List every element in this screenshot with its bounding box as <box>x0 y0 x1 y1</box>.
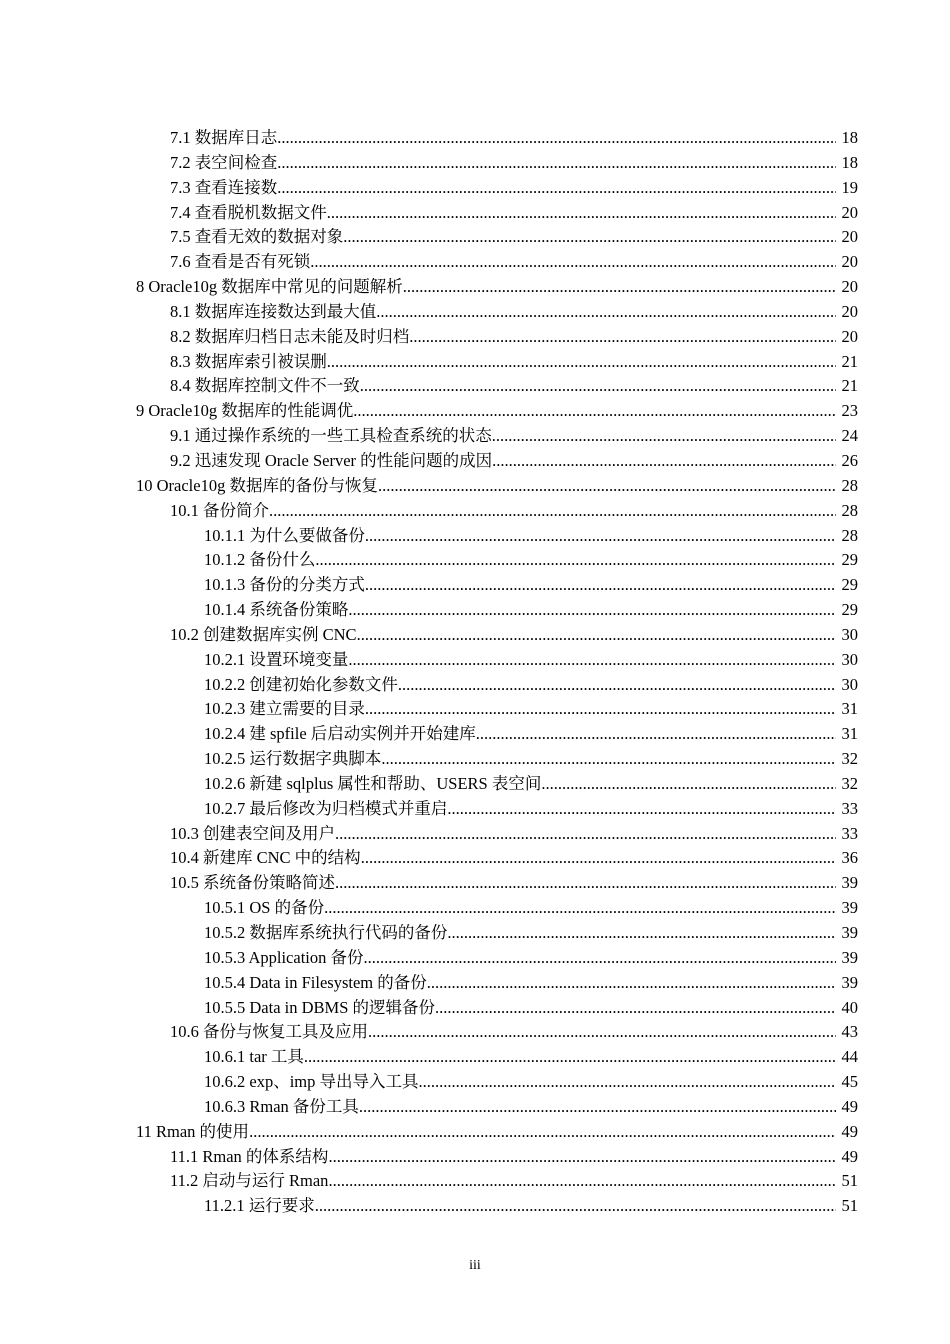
toc-entry-page-number: 20 <box>841 227 858 247</box>
toc-entry-page-number: 23 <box>841 401 858 421</box>
toc-dot-leader <box>361 846 836 871</box>
toc-entry-page-number: 44 <box>841 1047 858 1067</box>
toc-entry[interactable] <box>0 1020 950 1045</box>
toc-entry[interactable] <box>0 275 950 300</box>
toc-entry[interactable] <box>0 350 950 375</box>
table-of-contents <box>0 126 950 1219</box>
toc-entry[interactable] <box>0 374 950 399</box>
toc-entry-label: 10.2.1 设置环境变量 <box>204 649 349 669</box>
toc-entry[interactable] <box>0 151 950 176</box>
toc-dot-leader <box>269 499 836 524</box>
toc-entry-label: 10.6.3 Rman 备份工具 <box>204 1096 359 1116</box>
toc-entry-page-number: 49 <box>841 1096 858 1116</box>
toc-entry[interactable] <box>0 896 950 921</box>
toc-dot-leader <box>376 300 836 325</box>
toc-entry-label: 8 Oracle10g 数据库中常见的问题解析 <box>136 277 403 297</box>
toc-dot-leader <box>357 623 836 648</box>
toc-entry-page-number: 26 <box>841 450 858 470</box>
toc-entry[interactable] <box>0 946 950 971</box>
toc-entry-label: 10.2.2 创建初始化参数文件 <box>204 674 398 694</box>
toc-entry[interactable] <box>0 971 950 996</box>
toc-entry[interactable] <box>0 648 950 673</box>
toc-entry[interactable] <box>0 325 950 350</box>
toc-entry-label: 8.2 数据库归档日志未能及时归档 <box>170 326 410 346</box>
toc-entry-page-number: 20 <box>841 277 858 297</box>
toc-entry-label: 7.6 查看是否有死锁 <box>170 252 311 272</box>
toc-entry-page-number: 33 <box>841 823 858 843</box>
toc-entry-page-number: 51 <box>841 1171 858 1191</box>
toc-entry-page-number: 32 <box>841 749 858 769</box>
toc-dot-leader <box>427 971 836 996</box>
toc-entry[interactable] <box>0 673 950 698</box>
toc-entry-page-number: 24 <box>841 426 858 446</box>
toc-entry[interactable] <box>0 499 950 524</box>
toc-entry-page-number: 28 <box>841 500 858 520</box>
toc-dot-leader <box>435 996 836 1021</box>
toc-entry-label: 10.2.6 新建 sqlplus 属性和帮助、USERS 表空间 <box>204 773 542 793</box>
toc-entry-label: 11.1 Rman 的体系结构 <box>170 1146 329 1166</box>
toc-entry-label: 7.5 查看无效的数据对象 <box>170 227 344 247</box>
toc-entry[interactable] <box>0 697 950 722</box>
toc-dot-leader <box>447 797 836 822</box>
toc-dot-leader <box>365 524 836 549</box>
toc-entry-label: 7.2 表空间检查 <box>170 152 278 172</box>
toc-entry[interactable] <box>0 1095 950 1120</box>
toc-entry-label: 10.3 创建表空间及用户 <box>170 823 335 843</box>
toc-entry[interactable] <box>0 176 950 201</box>
toc-dot-leader <box>403 275 836 300</box>
toc-entry-label: 10.1 备份简介 <box>170 500 269 520</box>
toc-entry-page-number: 18 <box>841 152 858 172</box>
toc-dot-leader <box>398 673 836 698</box>
toc-entry-page-number: 32 <box>841 773 858 793</box>
toc-entry-page-number: 21 <box>841 351 858 371</box>
toc-entry-label: 8.4 数据库控制文件不一致 <box>170 376 360 396</box>
toc-dot-leader <box>368 1020 836 1045</box>
toc-entry-label: 9 Oracle10g 数据库的性能调优 <box>136 401 354 421</box>
toc-entry[interactable] <box>0 921 950 946</box>
toc-entry[interactable] <box>0 126 950 151</box>
toc-entry[interactable] <box>0 399 950 424</box>
toc-entry-page-number: 51 <box>841 1196 858 1216</box>
toc-entry[interactable] <box>0 573 950 598</box>
toc-entry[interactable] <box>0 449 950 474</box>
toc-entry-page-number: 39 <box>841 898 858 918</box>
toc-entry-label: 10.1.2 备份什么 <box>204 550 316 570</box>
toc-entry-page-number: 39 <box>841 947 858 967</box>
toc-entry-page-number: 49 <box>841 1121 858 1141</box>
toc-dot-leader <box>359 1095 836 1120</box>
toc-entry-page-number: 31 <box>841 724 858 744</box>
toc-entry-page-number: 49 <box>841 1146 858 1166</box>
toc-entry-page-number: 43 <box>841 1022 858 1042</box>
toc-entry[interactable] <box>0 1120 950 1145</box>
toc-entry[interactable] <box>0 424 950 449</box>
toc-dot-leader <box>277 176 836 201</box>
toc-entry-label: 8.3 数据库索引被误删 <box>170 351 327 371</box>
toc-entry-label: 11.2 启动与运行 Rman <box>170 1171 329 1191</box>
toc-dot-leader <box>378 474 836 499</box>
toc-entry-page-number: 31 <box>841 699 858 719</box>
toc-entry-page-number: 28 <box>841 475 858 495</box>
toc-entry[interactable] <box>0 201 950 226</box>
toc-entry-page-number: 39 <box>841 923 858 942</box>
toc-entry-page-number: 39 <box>841 873 858 893</box>
toc-entry-label: 10.1.1 为什么要做备份 <box>204 525 365 545</box>
toc-dot-leader <box>381 747 836 772</box>
toc-entry[interactable] <box>0 772 950 797</box>
toc-entry-label: 11 Rman 的使用 <box>136 1121 250 1141</box>
toc-dot-leader <box>328 1145 836 1170</box>
toc-entry[interactable] <box>0 1194 950 1219</box>
toc-entry[interactable] <box>0 871 950 896</box>
toc-entry[interactable] <box>0 1045 950 1070</box>
toc-entry[interactable] <box>0 474 950 499</box>
toc-entry[interactable] <box>0 1145 950 1170</box>
toc-entry-label: 10.1.4 系统备份策略 <box>204 600 349 620</box>
toc-entry-label: 10.2 创建数据库实例 CNC <box>170 624 357 644</box>
toc-dot-leader <box>304 1045 836 1070</box>
toc-entry-page-number: 20 <box>841 202 858 222</box>
toc-entry[interactable] <box>0 598 950 623</box>
toc-dot-leader <box>492 449 836 474</box>
toc-entry-label: 10.6.1 tar 工具 <box>204 1047 304 1067</box>
toc-entry-page-number: 30 <box>841 649 858 669</box>
toc-entry-label: 10.2.7 最后修改为归档模式并重启 <box>204 798 448 818</box>
toc-dot-leader <box>348 648 836 673</box>
toc-entry-page-number: 30 <box>841 674 858 694</box>
toc-entry-page-number: 30 <box>841 624 858 644</box>
toc-dot-leader <box>492 424 836 449</box>
toc-entry-label: 10.6.2 exp、imp 导出导入工具 <box>204 1072 419 1092</box>
page-number: iii <box>469 1258 481 1273</box>
toc-entry-page-number: 20 <box>841 326 858 346</box>
toc-dot-leader <box>360 374 836 399</box>
toc-entry-page-number: 45 <box>841 1072 858 1092</box>
toc-entry-page-number: 28 <box>841 525 858 545</box>
toc-dot-leader <box>327 201 836 226</box>
toc-dot-leader <box>310 250 836 275</box>
toc-entry-label: 10.5.5 Data in DBMS 的逻辑备份 <box>204 997 435 1017</box>
toc-entry[interactable] <box>0 623 950 648</box>
toc-entry-label: 10.4 新建库 CNC 中的结构 <box>170 848 361 868</box>
toc-entry-page-number: 29 <box>841 550 858 570</box>
toc-entry-label: 10.5.1 OS 的备份 <box>204 898 325 918</box>
toc-entry-label: 10 Oracle10g 数据库的备份与恢复 <box>136 475 378 495</box>
toc-dot-leader <box>541 772 836 797</box>
toc-dot-leader <box>353 399 836 424</box>
toc-entry-label: 10.5.2 数据库系统执行代码的备份 <box>204 923 448 942</box>
toc-dot-leader <box>249 1120 836 1145</box>
toc-dot-leader <box>447 921 836 946</box>
toc-entry-label: 10.1.3 备份的分类方式 <box>204 575 365 595</box>
toc-entry-label: 10.5 系统备份策略简述 <box>170 873 335 893</box>
toc-entry-page-number: 36 <box>841 848 858 868</box>
toc-dot-leader <box>277 151 836 176</box>
toc-entry-page-number: 29 <box>841 575 858 595</box>
toc-entry[interactable] <box>0 747 950 772</box>
toc-entry-label: 10.5.3 Application 备份 <box>204 947 364 967</box>
toc-entry-page-number: 33 <box>841 798 858 818</box>
toc-entry-label: 9.1 通过操作系统的一些工具检查系统的状态 <box>170 426 492 446</box>
toc-dot-leader <box>335 871 836 896</box>
toc-entry-page-number: 21 <box>841 376 858 396</box>
toc-dot-leader <box>348 598 836 623</box>
toc-dot-leader <box>343 225 836 250</box>
toc-entry[interactable] <box>0 797 950 822</box>
toc-dot-leader <box>476 722 836 747</box>
toc-dot-leader <box>409 325 836 350</box>
toc-dot-leader <box>315 1194 836 1219</box>
toc-entry-label: 8.1 数据库连接数达到最大值 <box>170 301 377 321</box>
toc-entry-page-number: 18 <box>841 128 858 147</box>
toc-dot-leader <box>335 822 836 847</box>
toc-dot-leader <box>324 896 836 921</box>
toc-entry[interactable] <box>0 250 950 275</box>
toc-dot-leader <box>327 350 836 375</box>
toc-dot-leader <box>315 548 836 573</box>
toc-dot-leader <box>328 1169 836 1194</box>
toc-entry-label: 10.5.4 Data in Filesystem 的备份 <box>204 972 427 992</box>
toc-entry[interactable] <box>0 225 950 250</box>
toc-entry-label: 7.4 查看脱机数据文件 <box>170 202 327 222</box>
toc-entry[interactable] <box>0 722 950 747</box>
toc-dot-leader <box>365 573 836 598</box>
toc-entry[interactable] <box>0 822 950 847</box>
toc-entry-label: 7.3 查看连接数 <box>170 177 278 197</box>
toc-entry[interactable] <box>0 524 950 549</box>
toc-entry-page-number: 40 <box>841 997 858 1017</box>
toc-entry[interactable] <box>0 1169 950 1194</box>
toc-dot-leader <box>364 946 837 971</box>
toc-entry-label: 7.1 数据库日志 <box>170 128 278 147</box>
toc-entry-page-number: 20 <box>841 301 858 321</box>
toc-dot-leader <box>419 1070 837 1095</box>
toc-entry-page-number: 20 <box>841 252 858 272</box>
toc-entry-page-number: 19 <box>841 177 858 197</box>
toc-entry-label: 10.2.3 建立需要的目录 <box>204 699 365 719</box>
toc-entry-label: 10.2.4 建 spfile 后启动实例并开始建库 <box>204 724 476 744</box>
toc-entry[interactable] <box>0 1070 950 1095</box>
toc-entry-label: 9.2 迅速发现 Oracle Server 的性能问题的成因 <box>170 450 493 470</box>
toc-entry-label: 10.2.5 运行数据字典脚本 <box>204 749 382 769</box>
toc-dot-leader <box>365 697 836 722</box>
toc-entry[interactable] <box>0 846 950 871</box>
toc-entry[interactable] <box>0 548 950 573</box>
toc-entry-label: 10.6 备份与恢复工具及应用 <box>170 1022 368 1042</box>
toc-entry-page-number: 39 <box>841 972 858 992</box>
toc-entry-page-number: 29 <box>841 600 858 620</box>
toc-entry[interactable] <box>0 300 950 325</box>
toc-dot-leader <box>277 126 836 151</box>
toc-entry-label: 11.2.1 运行要求 <box>204 1196 315 1216</box>
toc-entry[interactable] <box>0 996 950 1021</box>
